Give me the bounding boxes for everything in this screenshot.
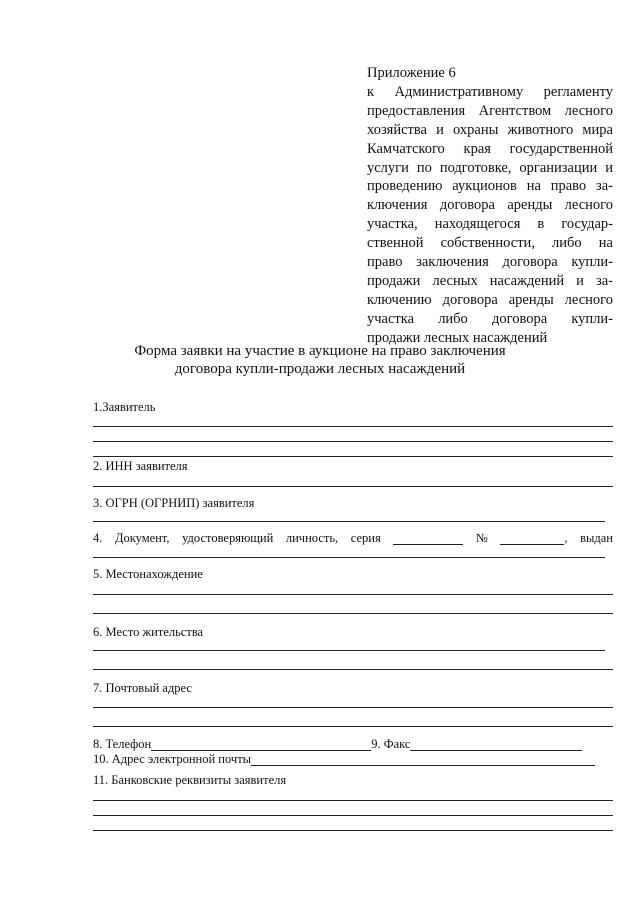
appendix-block bbox=[367, 64, 613, 348]
form-title-line-2: договора купли-продажи лесных насаждений bbox=[174, 361, 466, 377]
bank-details-label: 11. Банковские реквизиты заявителя bbox=[93, 773, 287, 787]
appendix-line: предоставления Агентством лесного bbox=[367, 102, 613, 119]
id-doc-number: 4. bbox=[93, 531, 103, 545]
appendix-line: Камчатского края государственной bbox=[367, 140, 613, 157]
residence-line-2[interactable] bbox=[93, 669, 613, 670]
form-title-line-1: Форма заявки на участие в аукционе на право заключения bbox=[134, 343, 506, 359]
id-doc-word-series: серия bbox=[350, 531, 381, 545]
appendix-line: ключению договора аренды лесного bbox=[367, 291, 613, 308]
location-line-2[interactable] bbox=[93, 613, 613, 614]
location-line-1[interactable] bbox=[93, 594, 613, 595]
location-label: 5. Местонахождение bbox=[93, 567, 203, 581]
phone-fax-row bbox=[93, 737, 603, 751]
appendix-line: участка либо договора купли- bbox=[367, 310, 613, 327]
postal-address-line-1[interactable] bbox=[93, 707, 613, 708]
inn-label: 2. ИНН заявителя bbox=[93, 459, 188, 473]
bank-details-line-3[interactable] bbox=[93, 830, 613, 831]
applicant-label: 1.Заявитель bbox=[93, 400, 156, 414]
appendix-title: Приложение 6 bbox=[367, 65, 456, 81]
appendix-line: продажи лесных насаждений bbox=[367, 329, 548, 346]
id-doc-word-certifying: удостоверяющий bbox=[182, 531, 274, 545]
phone-field[interactable] bbox=[151, 738, 371, 751]
id-number-comma: , bbox=[564, 531, 568, 545]
appendix-line: ственной собственности, либо на bbox=[367, 235, 613, 252]
appendix-line: проведению аукционов на право за- bbox=[367, 178, 613, 195]
id-doc-word-identity: личность, bbox=[285, 531, 339, 545]
id-issued-label: выдан bbox=[580, 531, 613, 545]
applicant-line-3[interactable] bbox=[93, 456, 613, 457]
form-title bbox=[120, 342, 520, 378]
id-document-row bbox=[93, 531, 613, 545]
email-row bbox=[93, 752, 603, 766]
residence-label: 6. Место жительства bbox=[93, 625, 204, 639]
id-number-sign: № bbox=[475, 531, 488, 545]
id-issued-line[interactable] bbox=[93, 557, 605, 558]
id-series-field[interactable] bbox=[393, 532, 463, 545]
postal-address-line-2[interactable] bbox=[93, 726, 613, 727]
id-doc-word-document: Документ, bbox=[114, 531, 170, 545]
postal-address-label: 7. Почтовый адрес bbox=[93, 681, 192, 695]
fax-label: 9. Факс bbox=[371, 737, 411, 751]
id-number-group bbox=[500, 531, 567, 545]
phone-label: 8. Телефон bbox=[93, 737, 152, 751]
applicant-line-1[interactable] bbox=[93, 426, 613, 427]
appendix-line: услуги по подготовке, организации и bbox=[367, 159, 613, 176]
email-label: 10. Адрес электронной почты bbox=[93, 752, 252, 766]
appendix-line: участка, находящегося в государ- bbox=[367, 216, 613, 233]
bank-details-line-2[interactable] bbox=[93, 815, 613, 816]
ogrn-line[interactable] bbox=[93, 521, 605, 522]
ogrn-label: 3. ОГРН (ОГРНИП) заявителя bbox=[93, 496, 255, 510]
applicant-line-2[interactable] bbox=[93, 441, 613, 442]
fax-field[interactable] bbox=[410, 738, 582, 751]
appendix-line: ключения договора аренды лесного bbox=[367, 197, 613, 214]
bank-details-line-1[interactable] bbox=[93, 800, 613, 801]
id-number-field[interactable] bbox=[500, 532, 564, 545]
email-field[interactable] bbox=[251, 753, 595, 766]
residence-line-1[interactable] bbox=[93, 650, 605, 651]
appendix-line: право заключения договора купли- bbox=[367, 254, 613, 271]
inn-line[interactable] bbox=[93, 486, 613, 487]
appendix-line: продажи лесных насаждений и за- bbox=[367, 272, 613, 289]
appendix-line: хозяйства и охраны животного мира bbox=[367, 121, 613, 138]
appendix-line: к Административному регламенту bbox=[367, 83, 613, 100]
